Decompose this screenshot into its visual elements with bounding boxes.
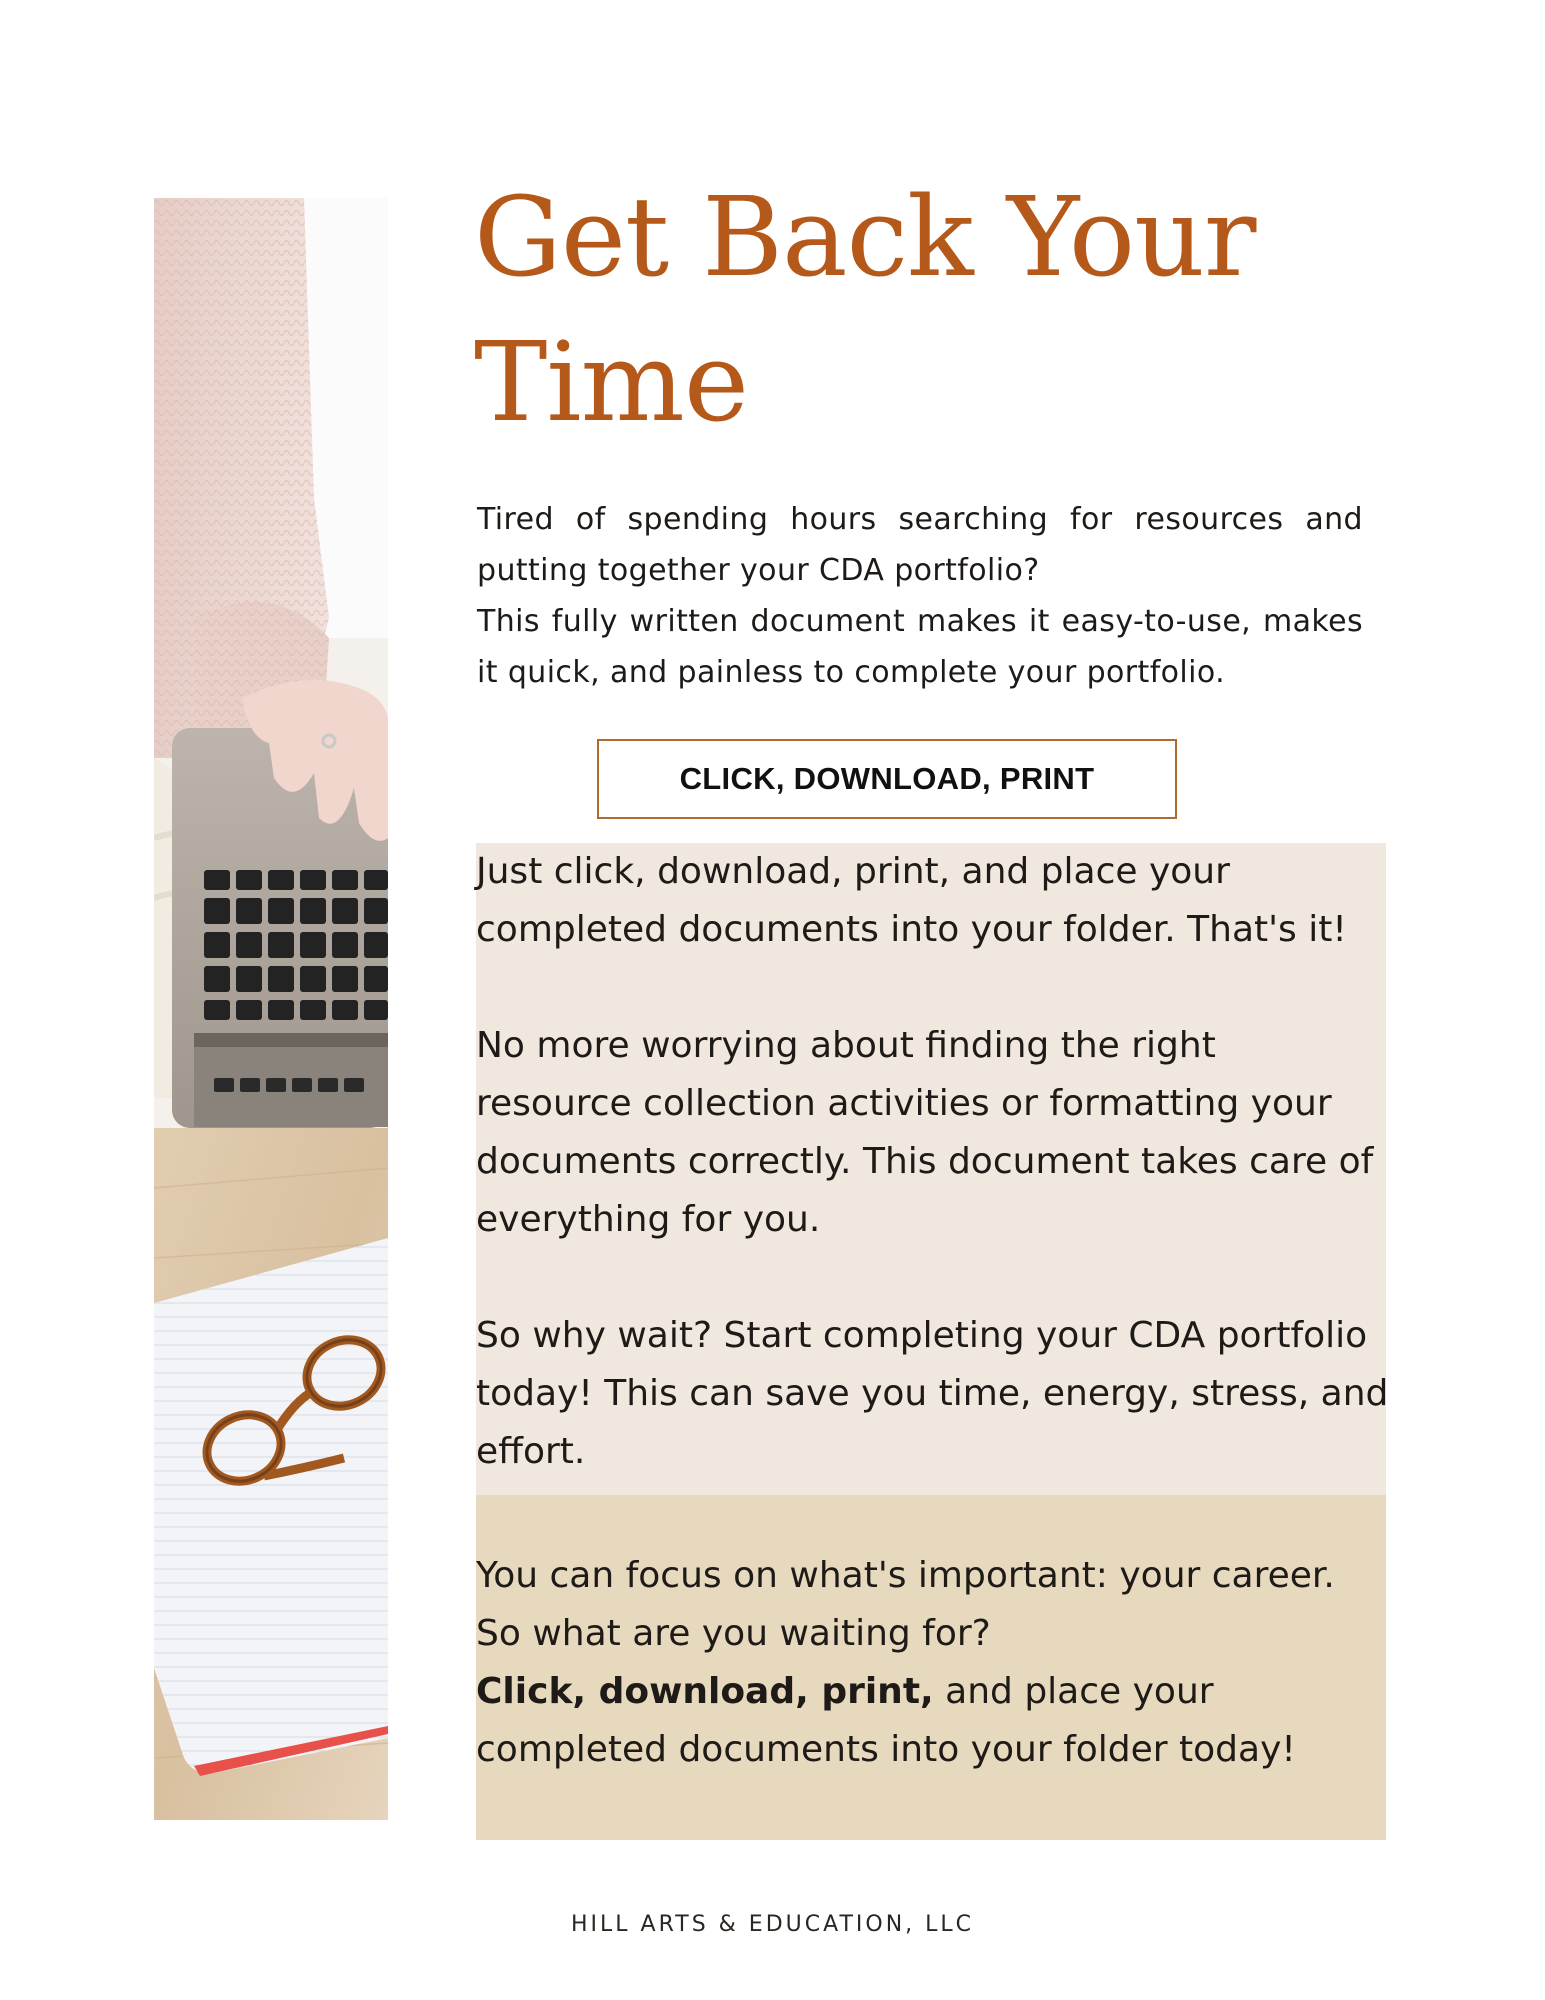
panel-line: completed documents into your folder. That's it! — [476, 909, 1347, 950]
intro-line-1: Tired of spending hours searching for resources and — [477, 502, 1363, 537]
call-to-action-text — [476, 1547, 1416, 1779]
bold-phrase: Click, download, print, — [476, 1671, 934, 1712]
instructions-text — [476, 843, 1416, 1481]
panel-line: everything for you. — [476, 1199, 821, 1240]
intro-paragraph — [477, 494, 1363, 698]
panel-line: completed documents into your folder today! — [476, 1729, 1296, 1770]
page-title-line-2: Time — [474, 318, 748, 446]
panel-line: resource collection activities or formatting your — [476, 1083, 1332, 1124]
panel-line: You can focus on what's important: your career. — [476, 1555, 1335, 1596]
panel-line: documents correctly. This document takes care of — [476, 1141, 1374, 1182]
instructions-panel — [476, 843, 1389, 1495]
panel-line: So what are you waiting for? — [476, 1613, 991, 1654]
panel-line: effort. — [476, 1431, 586, 1472]
intro-line-4: it quick, and painless to complete your portfolio. — [477, 655, 1226, 690]
page-title — [474, 165, 1434, 455]
footer-company-name: HILL ARTS & EDUCATION, LLC — [570, 1912, 975, 1937]
cta-button-label: CLICK, DOWNLOAD, PRINT — [679, 761, 1095, 796]
panel-line: So why wait? Start completing your CDA portfolio — [476, 1315, 1368, 1356]
call-to-action-panel — [476, 1495, 1386, 1840]
panel-line-rest: and place your — [933, 1671, 1214, 1712]
page-title-line-1: Get Back Your — [474, 173, 1256, 301]
panel-line: Just click, download, print, and place your — [476, 851, 1230, 892]
click-download-print-button[interactable] — [597, 739, 1177, 819]
panel-line-mixed — [476, 1663, 1416, 1721]
panel-line: today! This can save you time, energy, stress, and — [476, 1373, 1389, 1414]
intro-line-3: This fully written document makes it easy-to-use, makes — [477, 604, 1363, 639]
panel-line: No more worrying about finding the right — [476, 1025, 1216, 1066]
laptop-desk-photo — [154, 198, 388, 1820]
intro-line-2: putting together your CDA portfolio? — [477, 553, 1040, 588]
